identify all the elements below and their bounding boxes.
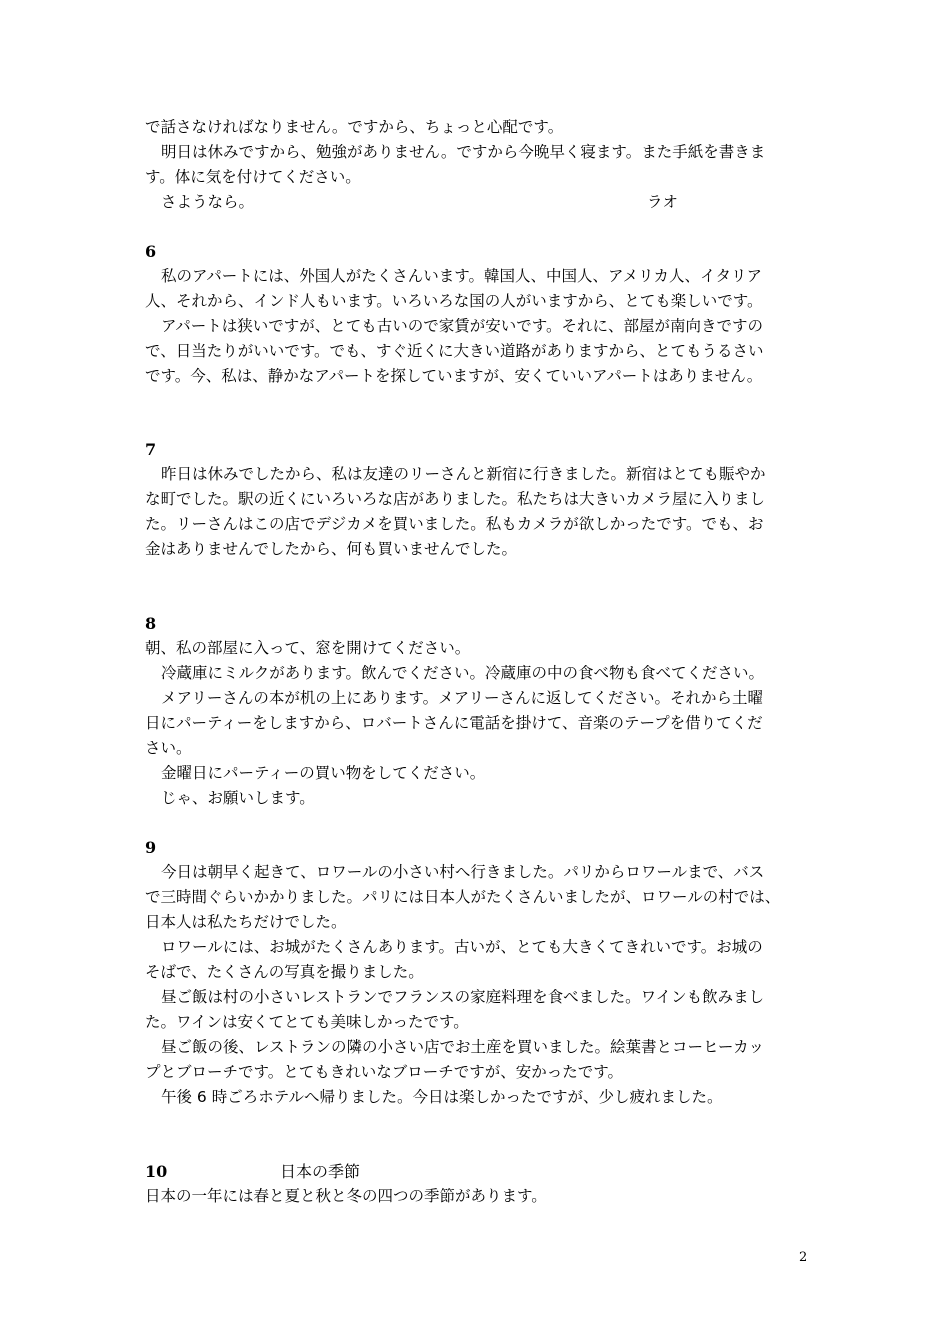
- section-number: 6: [145, 242, 157, 261]
- paragraph-line: で、日当たりがいいです。でも、すぐ近くに大きい道路がありますから、とてもうるさい: [145, 342, 764, 360]
- section-6: [145, 239, 815, 389]
- paragraph-line: 朝、私の部屋に入って、窓を開けてください。: [145, 639, 471, 657]
- paragraph-line: です。今、私は、静かなアパートを探していますが、安くていいアパートはありません。: [145, 367, 763, 385]
- paragraph-line: で三時間ぐらいかかりました。パリには日本人がたくさんいましたが、ロワールの村では、: [145, 888, 781, 906]
- paragraph-line: な町でした。駅の近くにいろいろな店がありました。私たちは大きいカメラ屋に入りまし: [145, 490, 766, 508]
- paragraph-line: プとブローチです。とてもきれいなブローチですが、安かったです。: [145, 1063, 624, 1081]
- paragraph-line: た。リーさんはこの店でデジカメを買いました。私もカメラが欲しかったです。でも、お: [145, 515, 764, 533]
- page-number: 2: [799, 1250, 808, 1265]
- signature: ラオ: [647, 193, 679, 211]
- paragraph-line: 明日は休みですから、勉強がありません。ですから今晩早く寝ます。また手紙を書きま: [161, 143, 766, 161]
- paragraph-line: 今日は朝早く起きて、ロワールの小さい村へ行きました。パリからロワールまで、バス: [161, 863, 765, 881]
- paragraph-line: そばで、たくさんの写真を撮りました。: [145, 963, 424, 981]
- paragraph-line: 午後 6 時ごろホテルへ帰りました。今日は楽しかったですが、少し疲れました。: [161, 1088, 723, 1106]
- section-number: 7: [145, 440, 157, 459]
- paragraph-line: 私のアパートには、外国人がたくさんいます。韓国人、中国人、アメリカ人、イタリア: [161, 267, 762, 285]
- section-title: 日本の季節: [280, 1162, 361, 1181]
- closing-line: [145, 190, 815, 215]
- paragraph-line: 昼ご飯は村の小さいレストランでフランスの家庭料理を食べました。ワインも飲みまし: [161, 988, 765, 1006]
- paragraph-line: 日にパーティーをしますから、ロバートさんに電話を掛けて、音楽のテープを借りてくだ: [145, 714, 763, 732]
- section-10-heading: [145, 1159, 361, 1184]
- paragraph-line: じゃ、お願いします。: [161, 789, 315, 807]
- paragraph-line: 日本人は私たちだけでした。: [145, 913, 347, 931]
- letter-continuation: [145, 115, 815, 215]
- section-number: 10: [145, 1162, 168, 1181]
- paragraph-line: 金はありませんでしたから、何も買いませんでした。: [145, 540, 518, 558]
- paragraph-line: 昨日は休みでしたから、私は友達のリーさんと新宿に行きました。新宿はとても賑やか: [161, 465, 766, 483]
- paragraph-line: メアリーさんの本が机の上にあります。メアリーさんに返してください。それから土曜: [161, 689, 764, 707]
- section-8: [145, 611, 815, 811]
- section-number: 9: [145, 838, 157, 857]
- paragraph-line: 冷蔵庫にミルクがあります。飲んでください。冷蔵庫の中の食べ物も食べてください。: [161, 664, 764, 682]
- paragraph-line: 日本の一年には春と夏と秋と冬の四つの季節があります。: [145, 1187, 547, 1205]
- paragraph-line: 金曜日にパーティーの買い物をしてください。: [161, 764, 486, 782]
- closing-greeting: さようなら。: [161, 193, 255, 211]
- section-9: [145, 835, 815, 1110]
- section-7: [145, 437, 815, 562]
- paragraph-line: で話さなければなりません。ですから、ちょっと心配です。: [145, 118, 564, 136]
- section-10: [145, 1184, 815, 1209]
- paragraph-line: アパートは狭いですが、とても古いので家賃が安いです。それに、部屋が南向きですの: [161, 317, 764, 335]
- paragraph-line: ロワールには、お城がたくさんあります。古いが、とても大きくてきれいです。お城の: [161, 938, 763, 956]
- paragraph-line: 人、それから、インド人もいます。いろいろな国の人がいますから、とても楽しいです。: [145, 292, 763, 310]
- paragraph-line: す。体に気を付けてください。: [145, 168, 361, 186]
- paragraph-line: た。ワインは安くてとても美味しかったです。: [145, 1013, 469, 1031]
- paragraph-line: 昼ご飯の後、レストランの隣の小さい店でお土産を買いました。絵葉書とコーヒーカッ: [161, 1038, 764, 1056]
- section-number: 8: [145, 614, 157, 633]
- paragraph-line: さい。: [145, 739, 192, 757]
